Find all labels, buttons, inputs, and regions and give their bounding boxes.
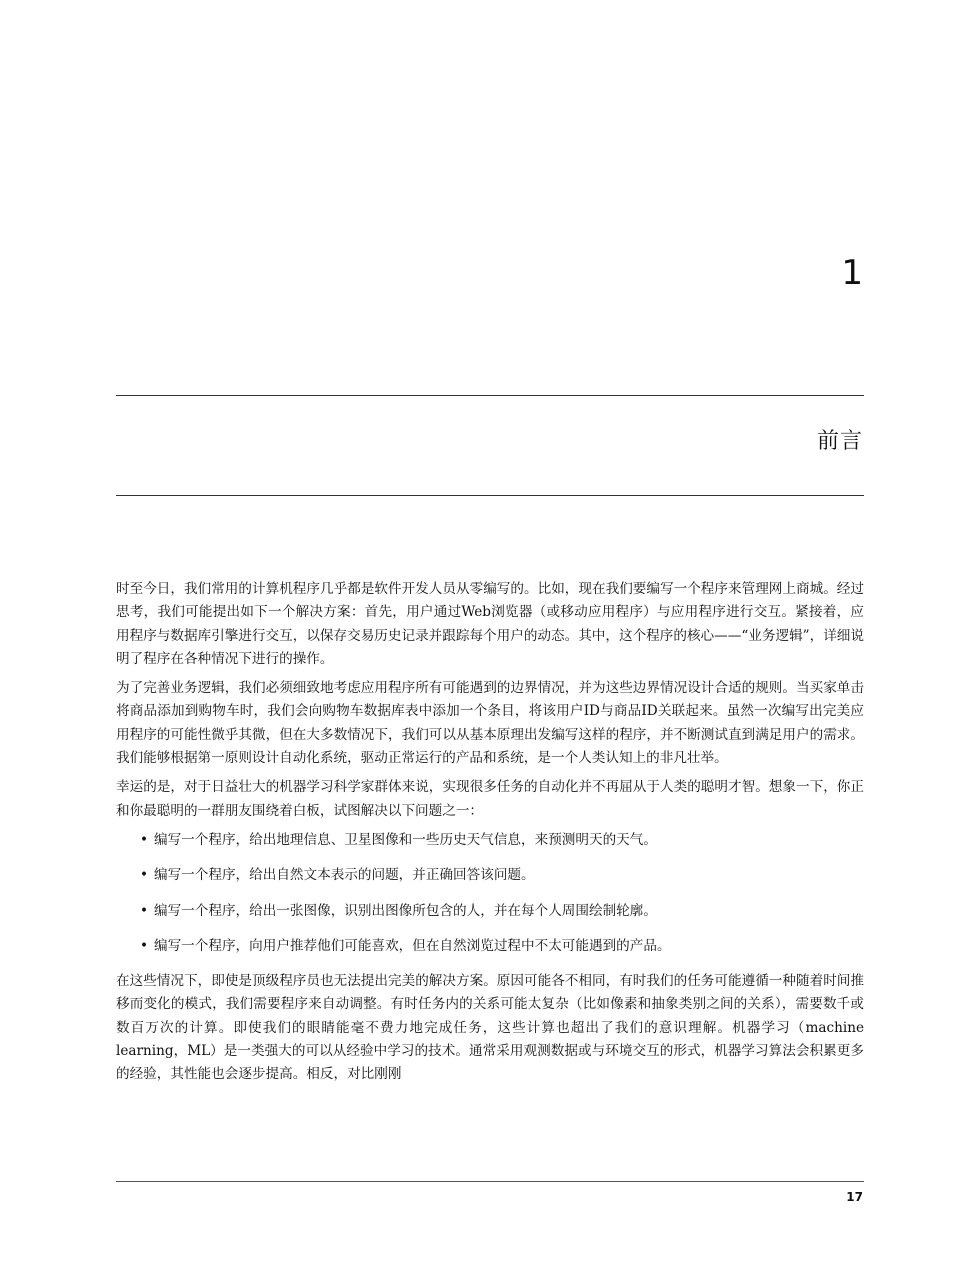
list-item-text: 编写一个程序，给出一张图像，识别出图像所包含的人，并在每个人周围绘制轮廓。	[154, 902, 657, 919]
list-item	[116, 864, 864, 887]
bullet-marker: •	[140, 831, 149, 848]
chapter-title: 前言	[816, 429, 863, 454]
list-item-text: 编写一个程序，给出自然文本表示的问题，并正确回答该问题。	[154, 867, 535, 884]
list-item	[116, 935, 864, 958]
chapter-bottom-rule	[116, 495, 864, 496]
paragraph-2: 为了完善业务逻辑，我们必须细致地考虑应用程序所有可能遇到的边界情况，并为这些边界情况设计合适的规则。当买家单击将商品添加到购物车时，我们会向购物车数据库表中添加一个条目，将该用户ID与商品ID关联起来。虽然一次编写出完美应用程序的可能性微乎其微，但在大多数情况下，我们可以从基本原理出发编写这样的程序，并不断测试直到满足用户的需求。我们能够根据第一原则设计自动化系统，驱动正常运行的产品和系统，是一个人类认知上的非凡壮举。	[116, 680, 864, 767]
list-item	[116, 829, 864, 852]
page-number: 17	[846, 1190, 863, 1204]
footer-rule	[116, 1181, 864, 1182]
list-item-text: 编写一个程序，给出地理信息、卫星图像和一些历史天气信息，来预测明天的天气。	[154, 831, 657, 848]
paragraph-4: 在这些情况下，即使是顶级程序员也无法提出完美的解决方案。原因可能各不相同，有时我们的任务可能遵循一种随着时间推移而变化的模式，我们需要程序来自动调整。有时任务内的关系可能太复杂（比如像素和抽象类别之间的关系），需要数千或数百万次的计算。即使我们的眼睛能毫不费力地完成任务，这些计算也超出了我们的意识理解。机器学习（machine learning，ML）是一类强大的可以从经验中学习的技术。通常采用观测数据或与环境交互的形式，机器学习算法会积累更多的经验，其性能也会逐步提高。相反，对比刚刚	[116, 973, 864, 1083]
list-item	[116, 900, 864, 923]
chapter-number: 1	[841, 253, 863, 293]
chapter-top-rule	[116, 395, 864, 396]
bullet-marker: •	[140, 902, 149, 919]
paragraph-1: 时至今日，我们常用的计算机程序几乎都是软件开发人员从零编写的。比如，现在我们要编写一个程序来管理网上商城。经过思考，我们可能提出如下一个解决方案：首先，用户通过Web浏览器（或移动应用程序）与应用程序进行交互。紧接着，应用程序与数据库引擎进行交互，以保存交易历史记录并跟踪每个用户的动态。其中，这个程序的核心——“业务逻辑”，详细说明了程序在各种情况下进行的操作。	[116, 581, 864, 667]
bullet-marker: •	[140, 937, 149, 954]
bullet-marker: •	[140, 867, 149, 884]
body-text	[116, 578, 864, 1093]
paragraph-3: 幸运的是，对于日益壮大的机器学习科学家群体来说，实现很多任务的自动化并不再屈从于人类的聪明才智。想象一下，你正和你最聪明的一群朋友围绕着白板，试图解决以下问题之一：	[116, 779, 864, 819]
list-item-text: 编写一个程序，向用户推荐他们可能喜欢，但在自然浏览过程中不太可能遇到的产品。	[154, 937, 671, 954]
problem-list	[116, 829, 864, 958]
